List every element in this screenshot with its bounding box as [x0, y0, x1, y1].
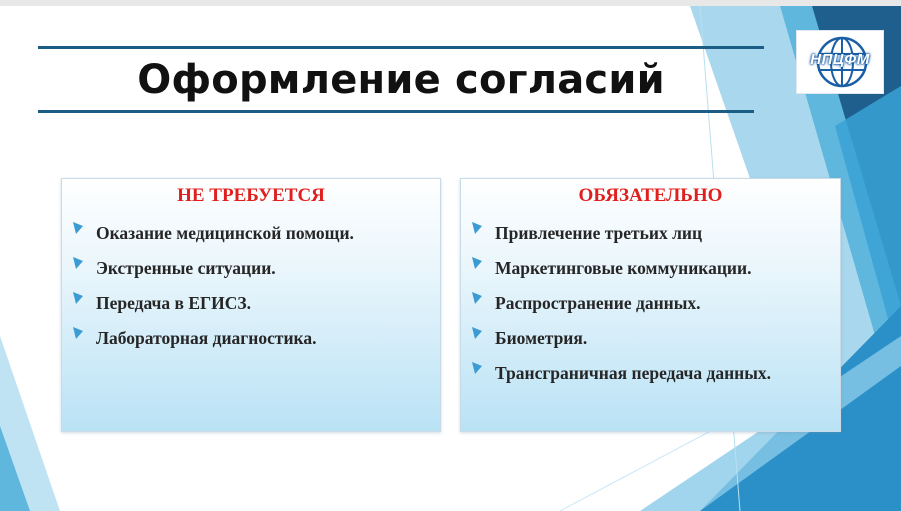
- list-item-text: Биометрия.: [495, 328, 588, 348]
- not-required-panel: [61, 178, 441, 432]
- list-item: [72, 291, 432, 315]
- slide-title: Оформление согласий: [137, 57, 665, 103]
- presentation-slide: [0, 6, 901, 511]
- list-item: [72, 221, 432, 245]
- list-item: [471, 256, 832, 280]
- list-item-text: Экстренные ситуации.: [96, 258, 276, 278]
- arrow-bullet-icon: [472, 222, 482, 234]
- list-item: [471, 221, 832, 245]
- title-rule-bottom: [38, 110, 754, 113]
- required-list: [471, 221, 832, 396]
- list-item: [471, 326, 832, 350]
- required-panel: [460, 178, 841, 432]
- not-required-heading: НЕ ТРЕБУЕТСЯ: [177, 185, 325, 206]
- list-item: [72, 326, 432, 350]
- list-item-text: Передача в ЕГИСЗ.: [96, 293, 252, 313]
- arrow-bullet-icon: [73, 222, 83, 234]
- arrow-bullet-icon: [73, 292, 83, 304]
- list-item-text: Оказание медицинской помощи.: [96, 223, 354, 243]
- list-item-text: Маркетинговые коммуникации.: [495, 258, 752, 278]
- list-item: [72, 256, 432, 280]
- arrow-bullet-icon: [472, 257, 482, 269]
- list-item-text: Лабораторная диагностика.: [96, 328, 317, 348]
- list-item-text: Распространение данных.: [495, 293, 701, 313]
- arrow-bullet-icon: [472, 327, 482, 339]
- list-item-text: Привлечение третьих лиц: [495, 223, 703, 243]
- arrow-bullet-icon: [73, 257, 83, 269]
- not-required-list: [72, 221, 432, 361]
- list-item: [471, 291, 832, 315]
- list-item-text: Трансграничная передача данных.: [495, 363, 772, 383]
- arrow-bullet-icon: [73, 327, 83, 339]
- arrow-bullet-icon: [472, 362, 482, 374]
- logo-text: НПЦФМ: [810, 51, 870, 68]
- organization-logo: [796, 30, 884, 94]
- required-heading: ОБЯЗАТЕЛЬНО: [578, 185, 723, 206]
- list-item: [471, 361, 832, 385]
- arrow-bullet-icon: [472, 292, 482, 304]
- title-rule-top: [38, 46, 764, 49]
